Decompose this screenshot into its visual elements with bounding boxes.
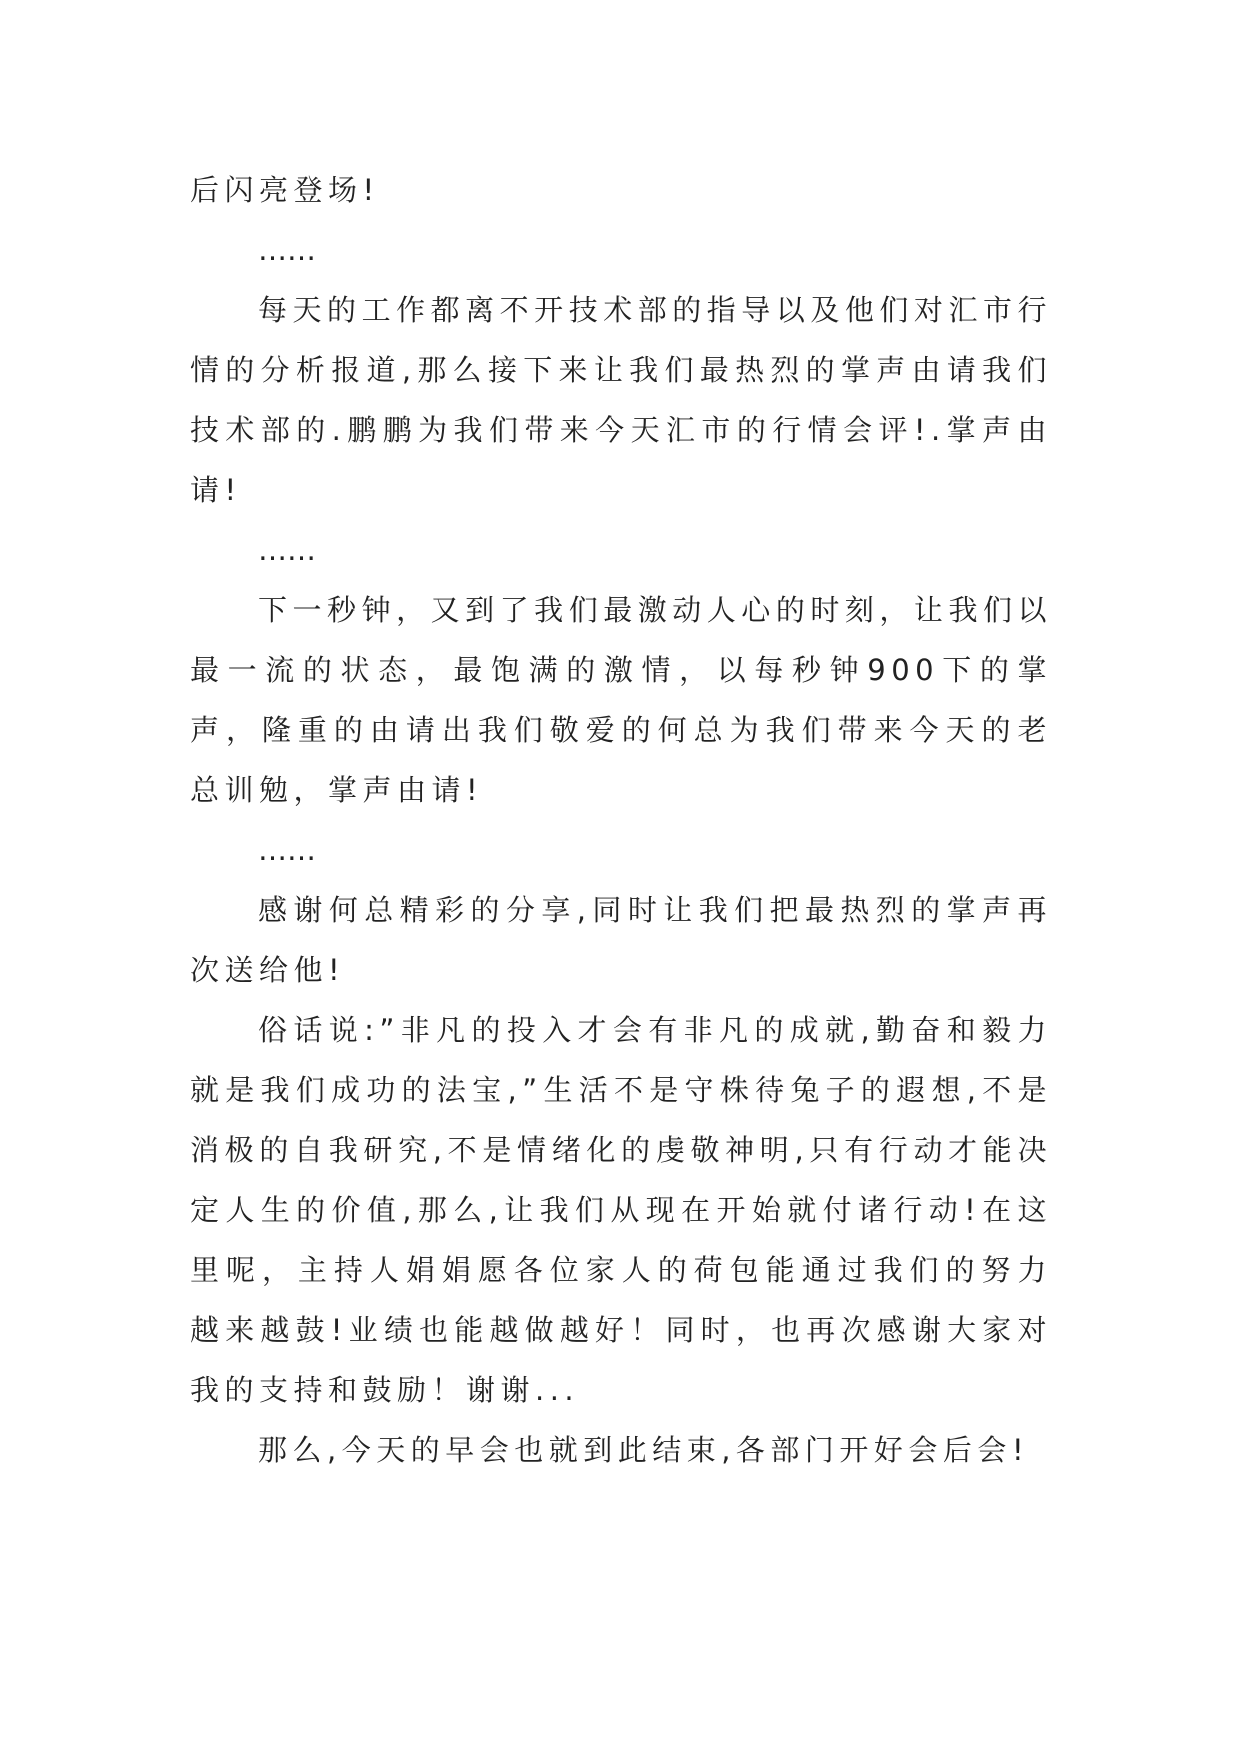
- paragraph-boss-speech: 下一秒钟，又到了我们最激动人心的时刻，让我们以最一流的状态，最饱满的激情，以每秒钟900下的掌声，隆重的由请出我们敬爱的何总为我们带来今天的老总训勉，掌声由请!: [190, 593, 1052, 807]
- ellipsis-separator: ……: [258, 833, 316, 867]
- document-body: [190, 160, 1052, 1480]
- paragraph-thanks: 感谢何总精彩的分享,同时让我们把最热烈的掌声再次送给他!: [190, 893, 1052, 987]
- paragraph-closing: 那么,今天的早会也就到此结束,各部门开好会后会!: [258, 1433, 1030, 1467]
- paragraph-saying: 俗话说:”非凡的投入才会有非凡的成就,勤奋和毅力就是我们成功的法宝,”生活不是守株待兔子的遐想,不是消极的自我研究,不是情绪化的虔敬神明,只有行动才能决定人生的价值,那么,让我们从现在开始就付诸行动!在这里呢，主持人娟娟愿各位家人的荷包能通过我们的努力越来越鼓!业绩也能越做越好！同时，也再次感谢大家对我的支持和鼓励！谢谢...: [190, 1013, 1052, 1407]
- paragraph-tech-report: 每天的工作都离不开技术部的指导以及他们对汇市行情的分析报道,那么接下来让我们最热烈的掌声由请我们技术部的.鹏鹏为我们带来今天汇市的行情会评!.掌声由请!: [190, 293, 1052, 507]
- ellipsis-separator: ……: [258, 533, 316, 567]
- paragraph-continuation: 后闪亮登场!: [190, 173, 380, 207]
- ellipsis-separator: ……: [258, 233, 316, 267]
